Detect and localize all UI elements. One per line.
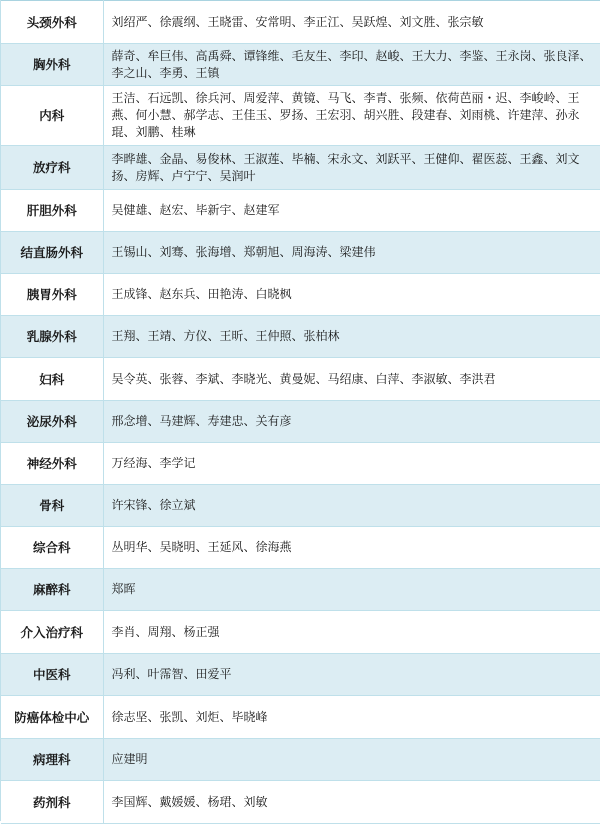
department-name: 乳腺外科 [1,316,103,358]
department-name: 胰胃外科 [1,274,103,316]
department-name: 放疗科 [1,146,103,190]
doctor-list: 王翔、王靖、方仪、王昕、王仲照、张柏林 [103,316,600,358]
table-row [1,401,600,443]
table-row [1,232,600,274]
doctor-list: 王锡山、刘骞、张海增、郑朝旭、周海涛、梁建伟 [103,232,600,274]
doctor-list: 丛明华、吴晓明、王延风、徐海燕 [103,527,600,569]
table-row [1,739,600,781]
department-name: 骨科 [1,485,103,527]
doctor-list: 李国辉、戴媛媛、杨珺、刘敏 [103,781,600,824]
department-name: 麻醉科 [1,569,103,611]
table-row [1,316,600,358]
doctor-list: 冯利、叶霈智、田爱平 [103,654,600,696]
doctor-list: 李晔雄、金晶、易俊林、王淑莲、毕楠、宋永文、刘跃平、王健仰、翟医蕊、王鑫、刘文扬、房辉、卢宁宁、吴润叶 [103,146,600,190]
doctor-list: 薛奇、牟巨伟、高禹舜、谭锋维、毛友生、李印、赵峻、王大力、李鉴、王永岗、张良泽、李之山、李勇、王镇 [103,44,600,86]
department-name: 妇科 [1,358,103,401]
doctor-list: 刘绍严、徐震纲、王晓雷、安常明、李正江、吴跃煌、刘文胜、张宗敏 [103,1,600,44]
doctor-list: 王洁、石远凯、徐兵河、周爱萍、黄镜、马飞、李青、张频、依荷芭丽・迟、李峻岭、王燕、何小慧、郝学志、王佳玉、罗扬、王宏羽、胡兴胜、段建春、刘雨桃、许建萍、孙永琨、刘鹏、桂琳 [103,86,600,146]
doctor-list: 万经海、李学记 [103,443,600,485]
department-doctor-table [1,0,600,824]
table-row [1,611,600,654]
table-row [1,527,600,569]
doctor-list: 应建明 [103,739,600,781]
table-row [1,274,600,316]
table-row [1,86,600,146]
doctor-list: 郑晖 [103,569,600,611]
department-name: 结直肠外科 [1,232,103,274]
department-name: 药剂科 [1,781,103,824]
doctor-list: 王成锋、赵东兵、田艳涛、白晓枫 [103,274,600,316]
table-row [1,358,600,401]
table-row [1,443,600,485]
table-row [1,1,600,44]
doctor-list: 邢念增、马建辉、寿建忠、关有彦 [103,401,600,443]
doctor-list: 李肖、周翔、杨正强 [103,611,600,654]
department-name: 神经外科 [1,443,103,485]
doctor-list: 吴令英、张蓉、李斌、李晓光、黄曼妮、马绍康、白萍、李淑敏、李洪君 [103,358,600,401]
department-name: 中医科 [1,654,103,696]
table-row [1,654,600,696]
department-name: 头颈外科 [1,1,103,44]
table-row [1,569,600,611]
department-name: 肝胆外科 [1,190,103,232]
doctor-list: 徐志坚、张凯、刘炬、毕晓峰 [103,696,600,739]
table-row [1,146,600,190]
table-row [1,781,600,824]
department-name: 胸外科 [1,44,103,86]
table-row [1,44,600,86]
department-name: 介入治疗科 [1,611,103,654]
department-name: 防癌体检中心 [1,696,103,739]
table-row [1,696,600,739]
department-name: 泌尿外科 [1,401,103,443]
department-name: 综合科 [1,527,103,569]
doctor-list: 吴健雄、赵宏、毕新宇、赵建军 [103,190,600,232]
doctor-list: 许宋锋、徐立斌 [103,485,600,527]
department-name: 病理科 [1,739,103,781]
table-row [1,190,600,232]
table-row [1,485,600,527]
department-name: 内科 [1,86,103,146]
